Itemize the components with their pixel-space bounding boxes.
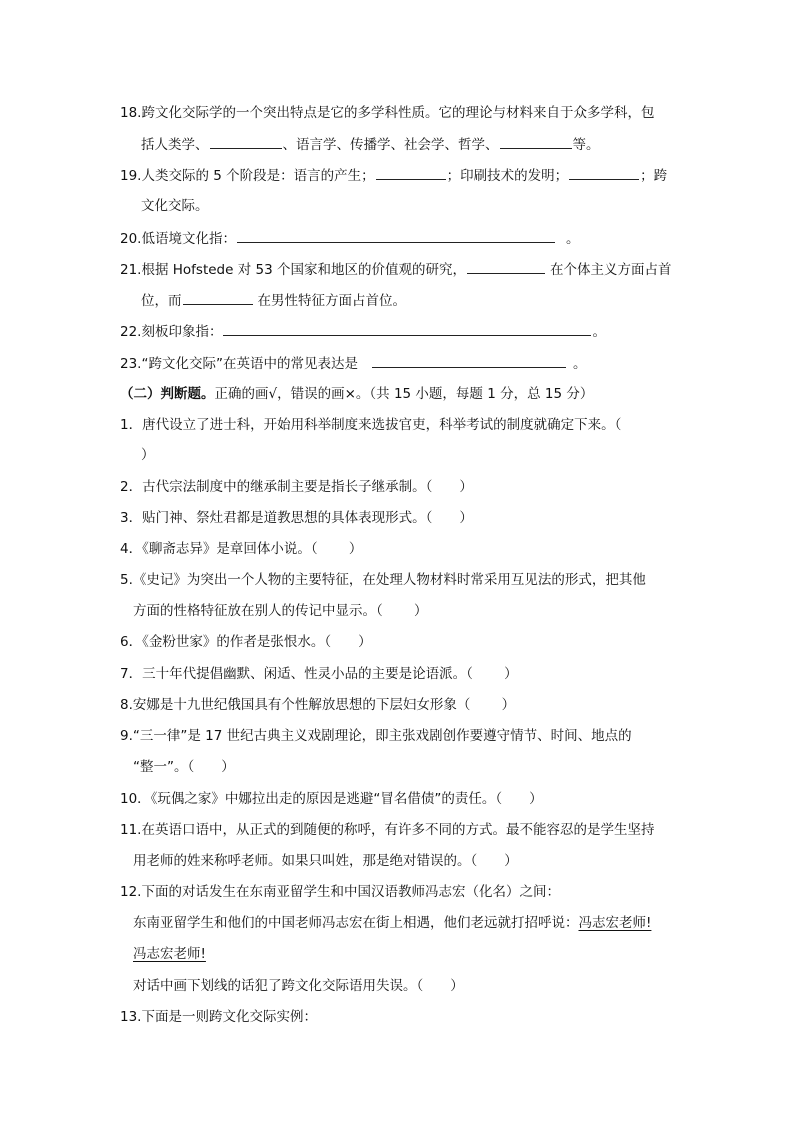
blank xyxy=(467,260,545,274)
tf-item-13: 13.下面是一则跨文化交际实例： xyxy=(120,1009,317,1025)
q19-line2: 文化交际。 xyxy=(141,198,209,214)
tf-item-9-line1: 9.“三一律”是 17 世纪古典主义戏剧理论，即主张戏剧创作要遵守情节、时间、地点的 xyxy=(120,728,632,744)
blank xyxy=(500,135,572,149)
blank xyxy=(210,135,282,149)
tf-item-1-line2: ） xyxy=(141,447,155,463)
section2-heading: （二）判断题。正确的画√，错误的画×。（共 15 小题，每题 1 分，总 15 分） xyxy=(120,386,594,402)
q19-line1: 19.人类交际的 5 个阶段是：语言的产生； ；印刷技术的发明； ；跨 xyxy=(120,168,668,184)
tf-item-11-line2: 用老师的姓来称呼老师。如果只叫姓，那是绝对错误的。（ ） xyxy=(133,853,518,869)
blank xyxy=(183,291,253,305)
q22-line: 22.刻板印象指： 。 xyxy=(120,324,606,340)
blank xyxy=(569,166,639,180)
tf-item-1-line1: 1．唐代设立了进士科，开始用科举制度来选拔官吏，科举考试的制度就确定下来。（ xyxy=(120,417,622,433)
q21-line2: 位，而 在男性特征方面占首位。 xyxy=(141,293,406,309)
tf-item-12-line3 xyxy=(133,945,206,963)
q18-line1: 18.跨文化交际学的一个突出特点是它的多学科性质。它的理论与材料来自于众多学科，包 xyxy=(120,105,655,121)
tf-item-5-line2: 方面的性格特征放在别人的传记中显示。（ ） xyxy=(133,603,428,619)
blank xyxy=(372,354,566,368)
underlined-dialogue: 冯志宏老师! xyxy=(133,946,206,962)
q23-line: 23.“跨文化交际”在英语中的常见表达是 。 xyxy=(120,356,587,372)
tf-item-6: 6．《金粉世家》的作者是张恨水。（ ） xyxy=(120,634,372,650)
tf-item-12-line4: 对话中画下划线的话犯了跨文化交际语用失误。（ ） xyxy=(133,978,464,994)
tf-item-12-line2: 东南亚留学生和他们的中国老师冯志宏在街上相遇，他们老远就打招呼说：冯志宏老师! xyxy=(133,915,652,931)
blank xyxy=(237,229,555,243)
tf-item-12-line1: 12.下面的对话发生在东南亚留学生和中国汉语教师冯志宏（化名）之间： xyxy=(120,884,560,900)
blank xyxy=(223,322,591,336)
blank xyxy=(376,166,446,180)
q18-line2: 括人类学、 、语言学、传播学、社会学、哲学、 等。 xyxy=(141,137,600,153)
tf-item-11-line1: 11.在英语口语中，从正式的到随便的称呼，有许多不同的方式。最不能容忍的是学生坚持 xyxy=(120,822,655,838)
q20-line: 20.低语境文化指： 。 xyxy=(120,231,580,247)
tf-item-9-line2: “整一”。（ ） xyxy=(133,759,235,775)
tf-item-5-line1: 5.《史记》为突出一个人物的主要特征，在处理人物材料时常采用互见法的形式，把其他 xyxy=(120,572,646,588)
tf-item-4: 4．《聊斋志异》是章回体小说。（ ） xyxy=(120,541,363,557)
tf-item-8: 8.安娜是十九世纪俄国具有个性解放思想的下层妇女形象（ ） xyxy=(120,697,516,713)
q21-line1: 21.根据 Hofstede 对 53 个国家和地区的价值观的研究， 在个体主义方面占首 xyxy=(120,262,672,278)
tf-item-2: 2．古代宗法制度中的继承制主要是指长子继承制。（ ） xyxy=(120,479,473,495)
tf-item-3: 3．贴门神、祭灶君都是道教思想的具体表现形式。（ ） xyxy=(120,510,473,526)
tf-item-7: 7．三十年代提倡幽默、闲适、性灵小品的主要是论语派。（ ） xyxy=(120,666,518,682)
tf-item-10: 10．《玩偶之家》中娜拉出走的原因是逃避“冒名借债”的责任。（ ） xyxy=(120,791,543,807)
underlined-dialogue: 冯志宏老师! xyxy=(578,915,652,931)
